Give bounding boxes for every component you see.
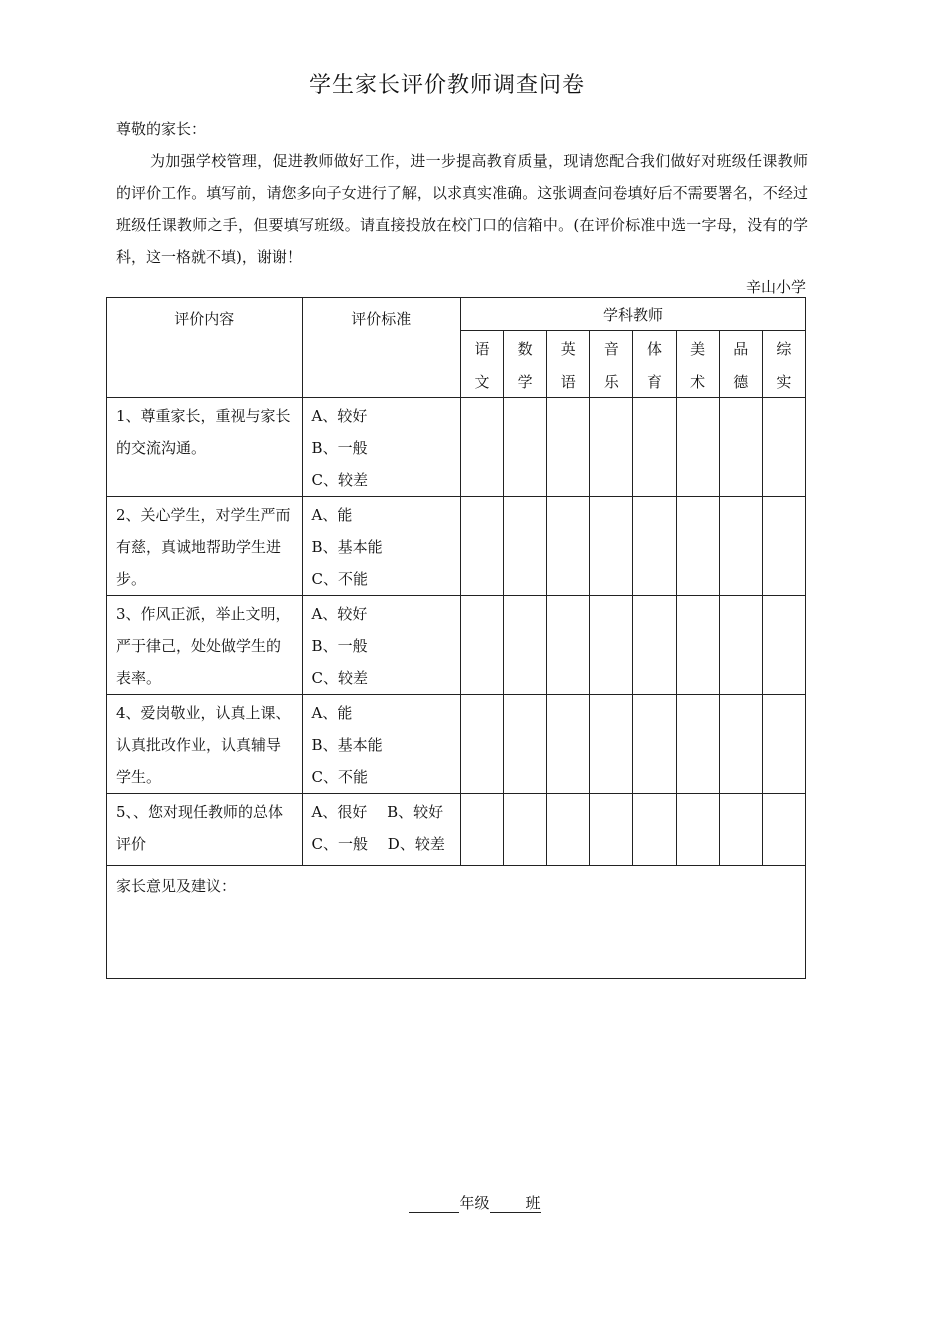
table-row: [107, 398, 806, 497]
rating-cell[interactable]: [504, 497, 547, 596]
parent-opinion-field[interactable]: [107, 866, 806, 979]
rating-cell[interactable]: [460, 596, 503, 695]
rating-cell[interactable]: [460, 794, 503, 866]
greeting: 尊敬的家长：: [116, 120, 207, 138]
rating-cell[interactable]: [504, 596, 547, 695]
rating-cell[interactable]: [633, 794, 676, 866]
class-label: 班: [525, 1194, 541, 1212]
rating-cell[interactable]: [633, 497, 676, 596]
grade-label: 年级: [459, 1194, 490, 1212]
class-blank[interactable]: [490, 1195, 526, 1213]
rating-cell[interactable]: [460, 695, 503, 794]
header-content: 评价内容: [107, 298, 303, 398]
grade-blank[interactable]: [409, 1195, 459, 1213]
rating-cell[interactable]: [547, 695, 590, 794]
evaluation-content: 3、作风正派，举止文明，严于律己，处处做学生的表率。: [107, 596, 303, 695]
table-row: [107, 794, 806, 866]
rating-cell[interactable]: [590, 398, 633, 497]
rating-cell[interactable]: [504, 398, 547, 497]
survey-table: [106, 297, 806, 979]
rating-cell[interactable]: [762, 398, 805, 497]
evaluation-criteria: A、较好 B、一般 C、较差: [302, 596, 460, 695]
intro-paragraph: 为加强学校管理，促进教师做好工作，进一步提高教育质量，现请您配合我们做好对班级任课教师的评价工作。填写前，请您多向子女进行了解，以求真实准确。这张调查问卷填好后不需要署名，不经过班级任课教师之手，但要填写班级。请直接投放在校门口的信箱中。(在评价标准中选一字母，没有的学科，这一格就不填)，谢谢！: [116, 152, 808, 266]
rating-cell[interactable]: [504, 794, 547, 866]
rating-cell[interactable]: [590, 794, 633, 866]
rating-cell[interactable]: [676, 398, 719, 497]
rating-cell[interactable]: [719, 695, 762, 794]
rating-cell[interactable]: [590, 596, 633, 695]
subject-header: 语 文: [460, 331, 503, 398]
school-name: 辛山小学: [745, 278, 806, 296]
subject-header: 数 学: [504, 331, 547, 398]
subject-header: 英 语: [547, 331, 590, 398]
grade-class-line: [0, 1192, 950, 1213]
rating-cell[interactable]: [762, 497, 805, 596]
rating-cell[interactable]: [460, 398, 503, 497]
rating-cell[interactable]: [547, 794, 590, 866]
evaluation-criteria: A、很好 B、较好 C、一般 D、较差: [302, 794, 460, 866]
header-criteria: 评价标准: [302, 298, 460, 398]
table-row: [107, 695, 806, 794]
evaluation-criteria: A、能 B、基本能 C、不能: [302, 497, 460, 596]
rating-cell[interactable]: [504, 695, 547, 794]
header-teachers: 学科教师: [460, 298, 805, 331]
rating-cell[interactable]: [676, 794, 719, 866]
subject-header: 体 育: [633, 331, 676, 398]
table-row: [107, 497, 806, 596]
rating-cell[interactable]: [762, 596, 805, 695]
rating-cell[interactable]: [762, 695, 805, 794]
rating-cell[interactable]: [460, 497, 503, 596]
rating-cell[interactable]: [547, 497, 590, 596]
rating-cell[interactable]: [719, 596, 762, 695]
table-row: [107, 596, 806, 695]
rating-cell[interactable]: [762, 794, 805, 866]
evaluation-content: 1、尊重家长，重视与家长的交流沟通。: [107, 398, 303, 497]
rating-cell[interactable]: [633, 596, 676, 695]
subject-header: 综 实: [762, 331, 805, 398]
rating-cell[interactable]: [719, 497, 762, 596]
subject-header: 品 德: [719, 331, 762, 398]
evaluation-content: 5、、您对现任教师的总体评价: [107, 794, 303, 866]
rating-cell[interactable]: [676, 497, 719, 596]
rating-cell[interactable]: [633, 695, 676, 794]
rating-cell[interactable]: [719, 794, 762, 866]
evaluation-content: 4、爱岗敬业，认真上课、认真批改作业，认真辅导学生。: [107, 695, 303, 794]
evaluation-content: 2、关心学生，对学生严而有慈，真诚地帮助学生进步。: [107, 497, 303, 596]
rating-cell[interactable]: [547, 596, 590, 695]
subject-header: 音 乐: [590, 331, 633, 398]
page-title: 学生家长评价教师调查问卷: [308, 73, 585, 98]
rating-cell[interactable]: [676, 695, 719, 794]
rating-cell[interactable]: [590, 695, 633, 794]
rating-cell[interactable]: [719, 398, 762, 497]
rating-cell[interactable]: [676, 596, 719, 695]
parent-opinion-label: 家长意见及建议：: [116, 877, 237, 895]
rating-cell[interactable]: [547, 398, 590, 497]
subject-header: 美 术: [676, 331, 719, 398]
rating-cell[interactable]: [633, 398, 676, 497]
evaluation-criteria: A、较好 B、一般 C、较差: [302, 398, 460, 497]
evaluation-criteria: A、能 B、基本能 C、不能: [302, 695, 460, 794]
rating-cell[interactable]: [590, 497, 633, 596]
